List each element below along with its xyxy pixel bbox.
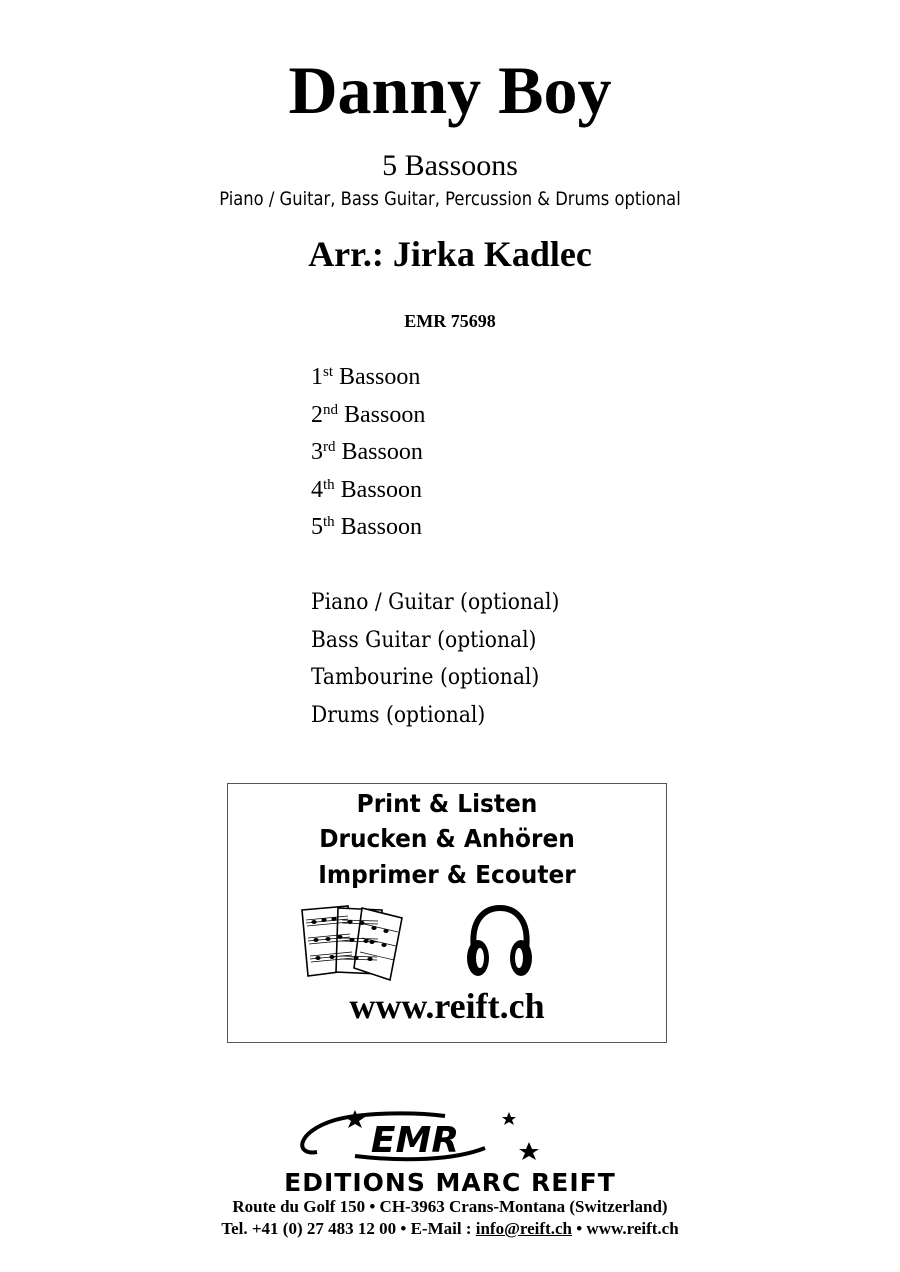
subtitle: 5 Bassoons [382, 149, 518, 182]
promo-line-de: Drucken & Anhören [319, 824, 575, 853]
headphones-icon [464, 904, 536, 984]
arranger: Arr.: Jirka Kadlec [308, 234, 592, 274]
print-listen-box [227, 783, 667, 1043]
part-item: 2nd Bassoon [311, 401, 426, 428]
part-item: 1st Bassoon [311, 364, 421, 390]
promo-line-en: Print & Listen [356, 789, 538, 818]
catalog-number: EMR 75698 [404, 311, 496, 331]
promo-line-fr: Imprimer & Ecouter [318, 860, 576, 889]
emr-logo [255, 1108, 545, 1168]
promo-url[interactable]: www.reift.ch [349, 986, 545, 1026]
optional-part-item: Piano / Guitar (optional) [311, 590, 560, 615]
page-title: Danny Boy [288, 52, 612, 128]
svg-text:EMR: EMR [370, 1120, 460, 1161]
part-item: 4th Bassoon [311, 476, 423, 503]
optional-part-item: Bass Guitar (optional) [311, 627, 537, 653]
web-link[interactable]: • www.reift.ch [571, 1219, 679, 1238]
parts-list [311, 359, 731, 547]
part-item: 3rd Bassoon [311, 439, 423, 466]
publisher-contact: Tel. +41 (0) 27 483 12 00 • E-Mail : info@reift.ch • www.reift.ch [221, 1219, 679, 1238]
instrumentation: Piano / Guitar, Bass Guitar, Percussion & Drums optional [219, 188, 681, 210]
part-item: 5th Bassoon [311, 514, 423, 541]
email-link[interactable]: info@reift.ch [475, 1219, 572, 1238]
publisher-address: Route du Golf 150 • CH-3963 Crans-Montana (Switzerland) [232, 1197, 668, 1216]
optional-part-item: Tambourine (optional) [311, 665, 540, 691]
publisher-name: EDITIONS MARC REIFT [284, 1168, 616, 1197]
sheet-music-icon [298, 902, 410, 982]
optional-part-item: Drums (optional) [311, 702, 486, 728]
optional-parts-list [311, 584, 731, 734]
